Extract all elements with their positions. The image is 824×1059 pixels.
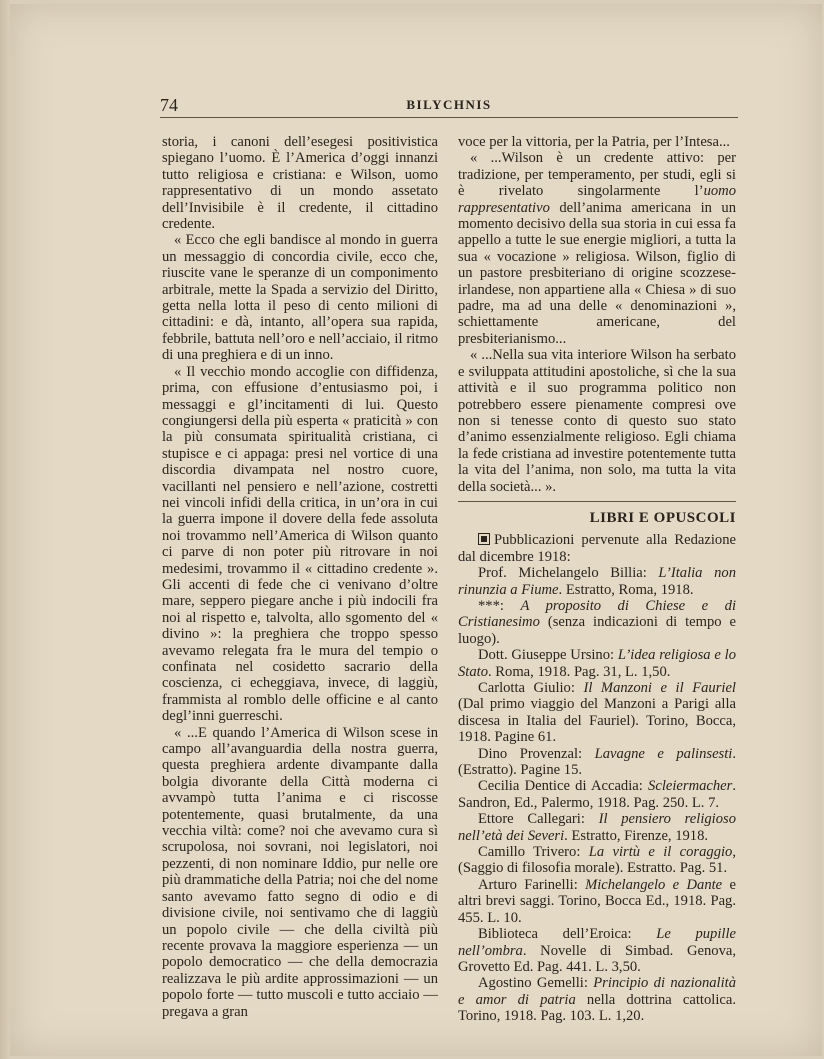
- book-title: Il Manzoni e il Fauriel: [583, 680, 736, 696]
- book-details: , (Saggio di filosofia morale). Estratto. Pag. 51.: [458, 844, 736, 877]
- book-details: . Sandron, Ed., Palermo, 1918. Pag. 250. L. 7.: [458, 778, 736, 811]
- book-list: [458, 565, 736, 1024]
- section-title: LIBRI E OPUSCOLI: [589, 509, 736, 526]
- page-header: [160, 95, 738, 117]
- book-details: . (Estratto). Pagine 15.: [458, 745, 736, 779]
- book-entry: [458, 746, 736, 779]
- book-details: . Estratto, Roma, 1918.: [558, 581, 694, 598]
- book-title: Lavagne e palinsesti: [594, 745, 733, 762]
- section-divider: [458, 501, 736, 502]
- book-entry: [458, 598, 736, 647]
- book-author: ***:: [478, 597, 521, 614]
- text-run: « ...Wilson è un credente attivo: per tradizione, per temperamento, per studi, egli si è rivelato singolarmente l’: [458, 150, 736, 200]
- header-rule: [160, 117, 738, 118]
- book-author: Carlotta Giulio:: [478, 680, 584, 696]
- book-author: Dino Provenzal:: [478, 745, 595, 762]
- book-title: La virtù e il coraggio: [588, 844, 733, 861]
- book-details: . Roma, 1918. Pag. 31, L. 1,50.: [488, 663, 671, 680]
- book-author: Biblioteca dell’Eroica:: [478, 926, 657, 943]
- books-intro: [458, 532, 736, 565]
- book-author: Agostino Gemelli:: [478, 975, 594, 992]
- left-column: [162, 134, 438, 1020]
- book-details: . Novelle di Simbad. Genova, Grovetto Ed. Pag. 441. L. 3,50.: [458, 942, 736, 975]
- book-author: Prof. Michelangelo Billia:: [478, 565, 659, 582]
- book-entry: [458, 975, 736, 1024]
- book-title: Il pensiero religioso nell’età dei Severi: [458, 811, 736, 844]
- paragraph: « Il vecchio mondo accoglie con diffidenza, prima, con effusione d’entusiasmo poi, i messaggi e gl’incitamenti di lui. Questo congiungersi della più esperta « praticità » con la più consumata spiritualità cristiana, ci stupisce e ci appaga: presi nel vortice di una discordia divampata nel nostro cuore, vacillanti nel pensiero e nell’azione, costretti nei vincoli infidi della critica, in un’ora in cui la guerra impone il dovere della fede assoluta noi trovammo nell’America di Wilson quanto ci parve di non poter più ritrovare in noi medesimi, trovammo il « cittadino credente ». Gli accenti di fede che ci venivano d’oltre mare, seppero piegare anche i più indocili fra noi al rispetto e, talvolta, allo sgomento del « divino »: la preghiera che troppo spesso avevamo relegata fra le mura del tempio o confinata nel cosidetto sacrario della coscienza, ci echeggiava, invece, di laggiù, frammista al romblo delle officine e al canto degl’inni guerreschi.: [162, 363, 438, 725]
- book-details: (Dal primo viaggio del Manzoni a Parigi alla discesa in Italia del Fauriel). Torino, Bocca, 1918. Pagine 61.: [458, 696, 736, 746]
- book-details: . Estratto, Firenze, 1918.: [564, 827, 709, 844]
- page-edge: [0, 0, 10, 1059]
- book-title: Le pupille nell’ombra: [458, 926, 736, 959]
- book-entry: [458, 877, 736, 926]
- book-title: Michelangelo e Dante: [585, 876, 723, 893]
- book-title: L’idea religiosa e lo Stato: [458, 647, 736, 680]
- book-entry: [458, 565, 736, 598]
- book-author: Cecilia Dentice di Accadia:: [478, 778, 649, 795]
- paragraph: [458, 150, 736, 347]
- square-bullet-icon: [478, 533, 490, 545]
- paragraph: storia, i canoni dell’esegesi positivistica spiegano l’uomo. È l’America d’oggi innanzi tutto religiosa e cristiana: e Wilson, uomo rappresentativo di un mondo assetato dell’Invisibile è il credente, il cittadino credente.: [162, 134, 438, 233]
- book-entry: [458, 811, 736, 844]
- book-details: nella dottrina cattolica. Torino, 1918. Pag. 103. L. 1,20.: [458, 991, 736, 1025]
- book-title: Scleiermacher: [648, 778, 733, 795]
- book-title: Principio di nazionalità e amor di patria: [458, 975, 736, 1008]
- book-entry: [458, 680, 736, 746]
- book-details: (senza indicazioni di tempo e luogo).: [458, 614, 736, 647]
- running-title: BILYCHNIS: [406, 97, 492, 112]
- book-author: Arturo Farinelli:: [478, 876, 586, 893]
- intro-text: Pubblicazioni pervenute alla Redazione dal dicembre 1918:: [458, 532, 736, 565]
- book-title: A proposito di Chiese e di Cristianesimo: [458, 597, 736, 631]
- right-column: [458, 134, 736, 1025]
- book-author: Camillo Trivero:: [478, 844, 589, 861]
- book-entry: [458, 844, 736, 877]
- page-number: 74: [160, 95, 178, 115]
- paragraph: voce per la vittoria, per la Patria, per l’Intesa...: [458, 134, 730, 150]
- text-run: dell’anima americana in un momento decisivo della sua storia in cui essa fa appello a tutte le sue energie migliori, a tutta la sua « vocazione » religiosa. Wilson, figlio di un pastore presbiteriano di origine scozzese-irlandese, non appartiene alla « Chiesa » di suo padre, ma ad una delle « denominazioni », schiettamente americane, del presbiterianismo...: [458, 199, 737, 347]
- book-entry: [458, 778, 736, 811]
- italic-term: uomo rappresentativo: [458, 183, 736, 216]
- book-entry: [458, 926, 736, 975]
- book-details: e altri brevi saggi. Torino, Bocca Ed., 1918. Pag. 455. L. 10.: [458, 876, 736, 926]
- book-author: Dott. Giuseppe Ursino:: [478, 647, 618, 664]
- paragraph: « Ecco che egli bandisce al mondo in guerra un messaggio di concordia civile, ecco che, riuscite vane le speranze di un componimento arbitrale, mette la Spada a servizio del Diritto, getta nella lotta il peso di cento milioni di cittadini: e dà, intanto, all’opera sua rapida, febbrile, battuta nell’oro e nell’acciaio, il ritmo di una preghiera e di un inno.: [162, 232, 438, 364]
- paragraph: « ...E quando l’America di Wilson scese in campo all’avanguardia della nostra guerra, questa preghiera ardente divampante dalla bolgia divorante della Città moderna ci avvampò tutta l’anima e ci riscosse potentemente, quasi brutalmente, da una vecchia viltà: come? noi che avevamo cura sì scrupolosa, noi sovrani, noi legislatori, noi pezzenti, di non nominare Iddio, pur nelle ore più drammatiche della Patria; noi che del nome santo avevamo fatto segno di odio e di divisione civile, noi sentivamo che di laggiù un popolo civile — che della civiltà più recente provava la maggiore esperienza — un popolo democratico — che della democrazia realizzava le più ardite approssimazioni — un popolo forte — tutto muscoli e tutto acciaio — pregava a gran: [162, 724, 438, 1020]
- book-title: L’Italia non rinunzia a Fiume: [458, 565, 737, 598]
- book-author: Ettore Callegari:: [478, 811, 599, 828]
- book-entry: [458, 647, 736, 680]
- paragraph: « ...Nella sua vita interiore Wilson ha serbato e sviluppata attitudini apostoliche, sì che la sua attività e il suo programma politico non potrebbero essere pienamente compresi ove non si tenesse conto di questo suo stato d’animo essenzialmente religioso. Egli chiama la fede cristiana ad investire potentemente tutta la vita del l’anima, non solo, ma tutta la vita della società... ».: [458, 347, 736, 495]
